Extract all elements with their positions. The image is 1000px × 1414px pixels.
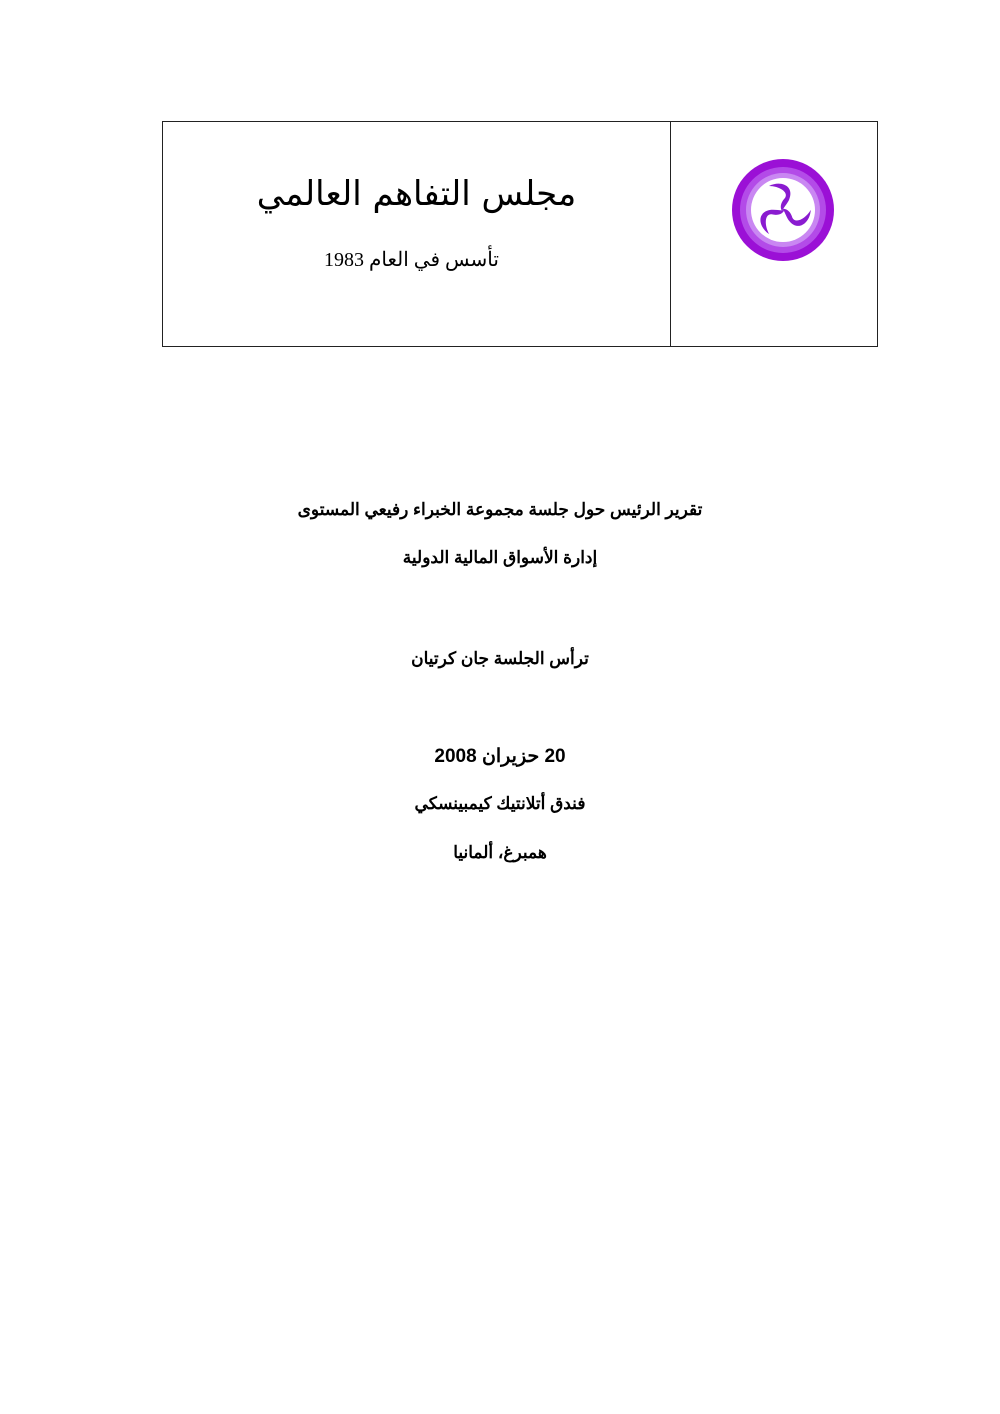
header-logo-cell [671, 122, 877, 346]
report-title-line-2: إدارة الأسواق المالية الدولية [402, 548, 598, 567]
triskelion-logo-icon [731, 158, 835, 262]
header-text-cell [163, 122, 671, 346]
report-title-line-1: تقرير الرئيس حول جلسة مجموعة الخبراء رفيعي المستوى [297, 500, 703, 519]
session-location: همبرغ، ألمانيا [453, 843, 547, 862]
session-venue: فندق أتلانتيك كيمبينسكي [414, 794, 586, 813]
session-date: 20 حزيران 2008 [434, 746, 566, 767]
session-chair: ترأس الجلسة جان كرتيان [411, 649, 589, 668]
founded-year: تأسس في العام 1983 [324, 249, 499, 271]
organization-name: مجلس التفاهم العالمي [256, 174, 577, 214]
header-table [162, 121, 878, 347]
